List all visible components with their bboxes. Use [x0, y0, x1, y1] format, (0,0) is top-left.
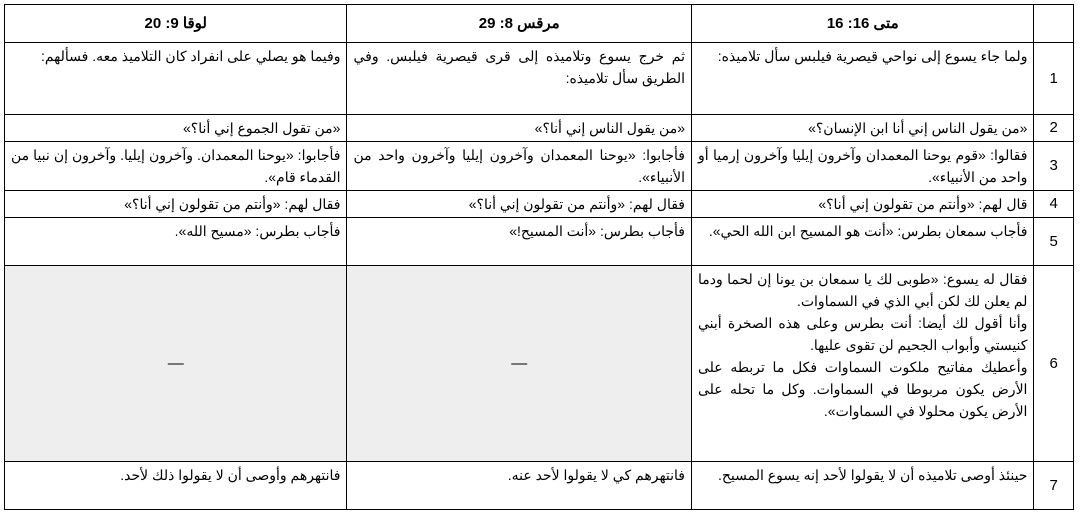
cell-mark: — [347, 266, 692, 462]
cell-mark: فانتهرهم كي لا يقولوا لأحد عنه. [347, 462, 692, 510]
table-row [5, 43, 1074, 115]
cell-luke: فأجابوا: «يوحنا المعمدان. وآخرون إيليا. وآخرون إن نبيا من القدماء قام». [5, 142, 347, 191]
header-matthew: متى 16: 16 [692, 5, 1034, 43]
cell-matthew: ولما جاء يسوع إلى نواحي قيصرية فيلبس سأل تلاميذه: [692, 43, 1034, 115]
table-row [5, 218, 1074, 266]
table-row [5, 115, 1074, 142]
cell-luke: فقال لهم: «وأنتم من تقولون إني أنا؟» [5, 191, 347, 218]
header-mark: مرقس 8: 29 [347, 5, 692, 43]
cell-matthew: فقال له يسوع: «طوبى لك يا سمعان بن يونا إن لحما ودما لم يعلن لك لكن أبي الذي في السماوات. وأنا أقول لك أيضا: أنت بطرس وعلى هذه الصخرة أبني كنيستي وأبواب الجحيم لن تقوى عليها. وأعطيك مفاتيح ملكوت السماوات فكل ما تربطه على الأرض يكون مربوطا في السماوات. وكل ما تحله على الأرض يكون محلولا في السماوات». [692, 266, 1034, 462]
row-number: 3 [1034, 142, 1074, 191]
row-number: 7 [1034, 462, 1074, 510]
table-row [5, 266, 1074, 462]
cell-matthew: فأجاب سمعان بطرس: «أنت هو المسيح ابن الله الحي». [692, 218, 1034, 266]
cell-luke: وفيما هو يصلي على انفراد كان التلاميذ معه. فسألهم: [5, 43, 347, 115]
header-number [1034, 5, 1074, 43]
table-row [5, 191, 1074, 218]
cell-mark: فأجابوا: «يوحنا المعمدان وآخرون إيليا وآخرون واحد من الأنبياء». [347, 142, 692, 191]
row-number: 4 [1034, 191, 1074, 218]
cell-luke: «من تقول الجموع إني أنا؟» [5, 115, 347, 142]
cell-mark: فقال لهم: «وأنتم من تقولون إني أنا؟» [347, 191, 692, 218]
row-number: 1 [1034, 43, 1074, 115]
cell-luke: — [5, 266, 347, 462]
cell-mark: فأجاب بطرس: «أنت المسيح!» [347, 218, 692, 266]
header-luke: لوقا 9: 20 [5, 5, 347, 43]
header-row [5, 5, 1074, 43]
gospel-comparison-table [4, 4, 1074, 510]
table-row [5, 462, 1074, 510]
row-number: 5 [1034, 218, 1074, 266]
cell-mark: «من يقول الناس إني أنا؟» [347, 115, 692, 142]
cell-luke: فأجاب بطرس: «مسيح الله». [5, 218, 347, 266]
cell-luke: فانتهرهم وأوصى أن لا يقولوا ذلك لأحد. [5, 462, 347, 510]
cell-mark: ثم خرج يسوع وتلاميذه إلى قرى قيصرية فيلبس. وفي الطريق سأل تلاميذه: [347, 43, 692, 115]
row-number: 6 [1034, 266, 1074, 462]
row-number: 2 [1034, 115, 1074, 142]
cell-matthew: حينئذ أوصى تلاميذه أن لا يقولوا لأحد إنه يسوع المسيح. [692, 462, 1034, 510]
table-row [5, 142, 1074, 191]
cell-matthew: قال لهم: «وأنتم من تقولون إني أنا؟» [692, 191, 1034, 218]
cell-matthew: «من يقول الناس إني أنا ابن الإنسان؟» [692, 115, 1034, 142]
cell-matthew: فقالوا: «قوم يوحنا المعمدان وآخرون إيليا وآخرون إرميا أو واحد من الأنبياء». [692, 142, 1034, 191]
